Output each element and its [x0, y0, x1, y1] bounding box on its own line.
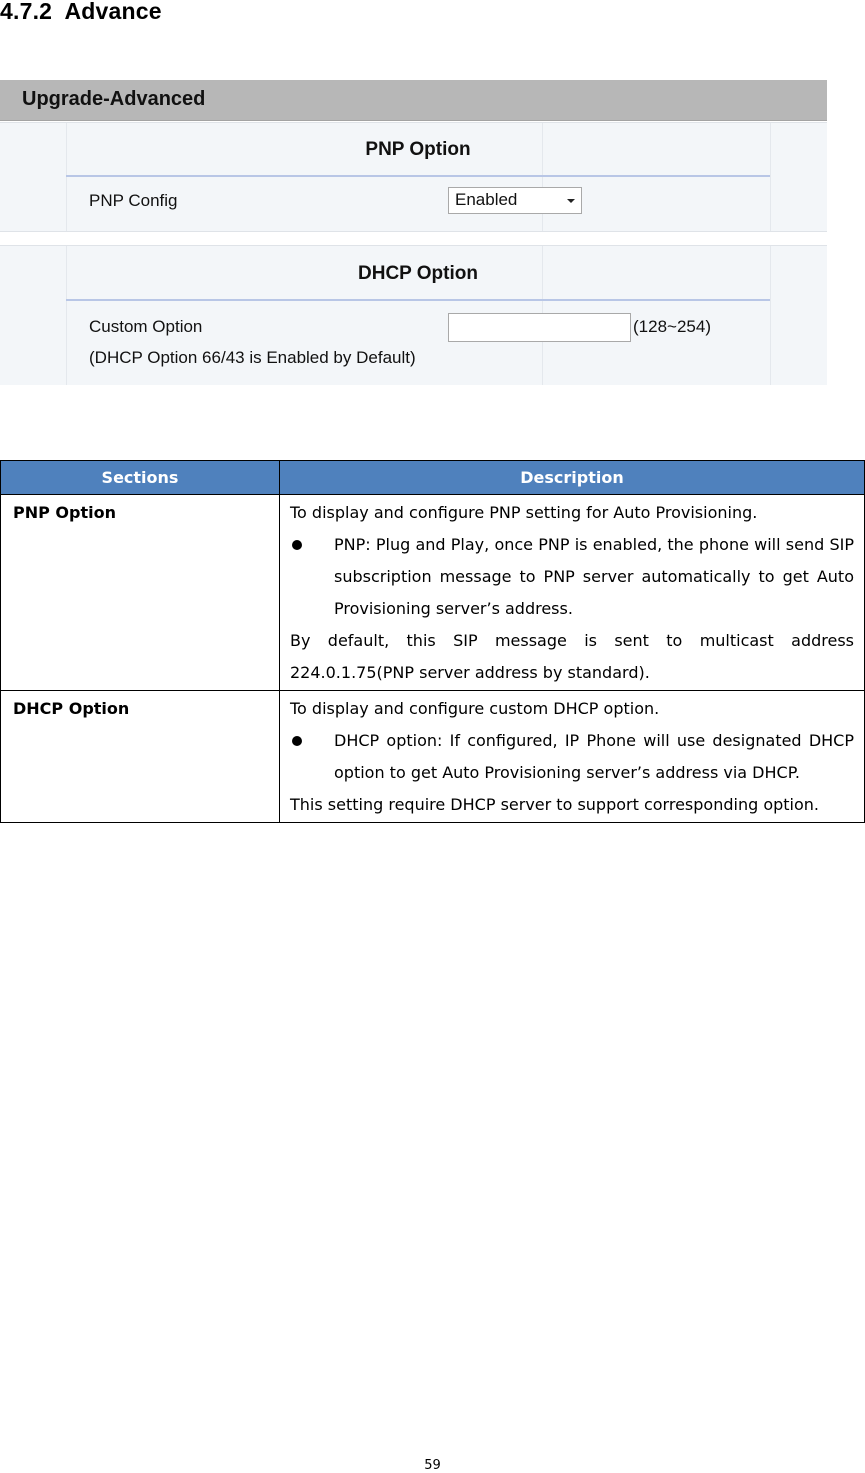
row-description-pnp	[280, 495, 865, 691]
column-header-sections: Sections	[1, 461, 280, 495]
description-bullet-text: PNP: Plug and Play, once PNP is enabled, the phone will send SIP subscription message to PNP server automatically to get Auto Provisioning server’s address.	[334, 535, 854, 618]
dhcp-option-panel	[0, 245, 827, 385]
bullet-icon	[292, 540, 302, 550]
dhcp-option-title: DHCP Option	[358, 263, 478, 284]
custom-option-note: (DHCP Option 66/43 is Enabled by Default)	[89, 348, 416, 367]
custom-option-range: (128~254)	[633, 317, 711, 336]
pnp-config-label: PNP Config	[89, 191, 178, 210]
pnp-option-panel	[0, 122, 827, 232]
table-row	[1, 691, 865, 823]
row-section-pnp: PNP Option	[1, 495, 280, 691]
custom-option-label: Custom Option	[89, 317, 203, 336]
description-note: By default, this SIP message is sent to multicast address 224.0.1.75(PNP server address by standard).	[290, 631, 854, 682]
page-number: 59	[424, 1458, 441, 1473]
description-intro: To display and configure custom DHCP option.	[290, 699, 660, 718]
description-bullet	[290, 529, 854, 625]
upgrade-advanced-screenshot	[0, 80, 827, 384]
pnp-option-divider	[66, 175, 770, 177]
screenshot-page-title: Upgrade-Advanced	[22, 88, 206, 110]
description-note: This setting require DHCP server to support corresponding option.	[290, 795, 819, 814]
pnp-option-title: PNP Option	[365, 139, 471, 160]
pnp-config-value: Enabled	[455, 190, 518, 209]
chevron-down-icon	[567, 199, 575, 203]
column-header-description: Description	[280, 461, 865, 495]
table-header-row	[1, 461, 865, 495]
bullet-icon	[292, 736, 302, 746]
row-section-dhcp: DHCP Option	[1, 691, 280, 823]
section-heading: 4.7.2 Advance	[0, 0, 162, 24]
screenshot-title-bar	[0, 80, 827, 121]
pnp-config-select[interactable]	[448, 187, 582, 214]
table-row	[1, 495, 865, 691]
description-intro: To display and configure PNP setting for Auto Provisioning.	[290, 503, 758, 522]
custom-option-input[interactable]	[448, 313, 631, 342]
dhcp-option-divider	[66, 299, 770, 301]
description-bullet	[290, 725, 854, 789]
row-description-dhcp	[280, 691, 865, 823]
description-bullet-text: DHCP option: If configured, IP Phone will use designated DHCP option to get Auto Provisioning server’s address via DHCP.	[334, 731, 854, 782]
sections-description-table	[0, 460, 865, 823]
